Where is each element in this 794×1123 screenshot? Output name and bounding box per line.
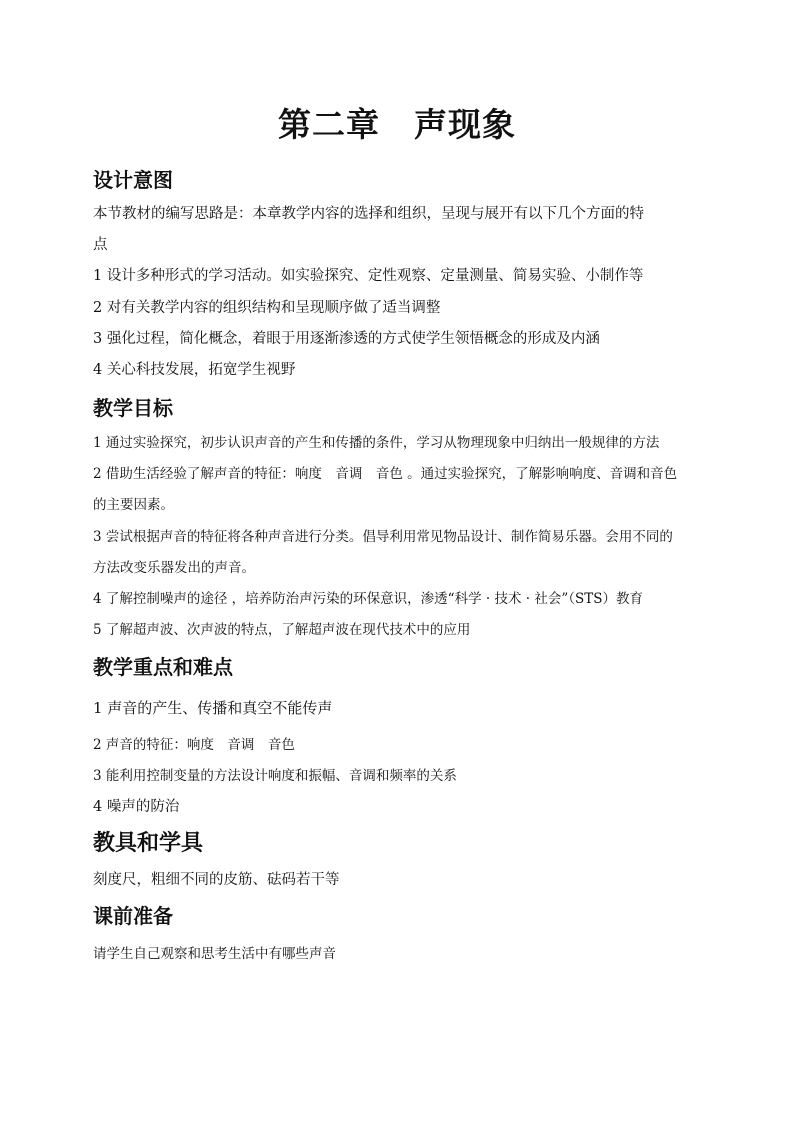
- section-heading-design-intent: 设计意图: [93, 168, 173, 192]
- section-heading-preparation: 课前准备: [93, 904, 173, 928]
- teaching-goals-line-5: 方法改变乐器发出的声音。: [93, 560, 255, 576]
- key-points-line-3: 3 能利用控制变量的方法设计响度和振幅、音调和频率的关系: [93, 768, 457, 784]
- design-intent-line-6: 4 关心科技发展，拓宽学生视野: [93, 362, 296, 378]
- design-intent-line-2: 点: [93, 237, 108, 253]
- chapter-title: 第二章 声现象: [278, 105, 516, 144]
- teaching-goals-line-1: 1 通过实验探究，初步认识声音的产生和传播的条件，学习从物理现象中归纳出一般规律的方法: [93, 435, 660, 451]
- teaching-goals-line-3: 的主要因素。: [93, 497, 174, 513]
- key-points-line-4: 4 噪声的防治: [93, 799, 180, 815]
- design-intent-line-3: 1 设计多种形式的学习活动。如实验探究、定性观察、定量测量、简易实验、小制作等: [93, 268, 644, 284]
- key-points-line-1: 1 声音的产生、传播和真空不能传声: [93, 699, 333, 717]
- design-intent-line-4: 2 对有关教学内容的组织结构和呈现顺序做了适当调整: [93, 300, 441, 316]
- teaching-goals-line-6: 4 了解控制噪声的途径 ，培养防治声污染的环保意识，渗透“科学 · 技术 · 社会”（STS）教育: [93, 591, 643, 607]
- design-intent-line-5: 3 强化过程，简化概念，着眼于用逐渐渗透的方式使学生领悟概念的形成及内涵: [93, 331, 600, 347]
- section-heading-teaching-goals: 教学目标: [93, 396, 173, 420]
- key-points-line-2: 2 声音的特征：响度 音调 音色: [93, 737, 295, 753]
- design-intent-line-1: 本节教材的编写思路是：本章教学内容的选择和组织，呈现与展开有以下几个方面的特: [93, 206, 644, 222]
- section-heading-teaching-tools: 教具和学具: [93, 831, 204, 856]
- teaching-goals-line-7: 5 了解超声波、次声波的特点，了解超声波在现代技术中的应用: [93, 622, 471, 638]
- teaching-tools-line-1: 刻度尺，粗细不同的皮筋、砝码若干等: [93, 872, 340, 888]
- teaching-goals-line-2: 2 借助生活经验了解声音的特征：响度 音调 音色 。通过实验探究，了解影响响度、音调和音色: [93, 466, 678, 482]
- teaching-goals-line-4: 3 尝试根据声音的特征将各种声音进行分类。倡导利用常见物品设计、制作简易乐器。会用不同的: [93, 529, 673, 545]
- section-heading-key-points: 教学重点和难点: [93, 655, 233, 679]
- preparation-line-1: 请学生自己观察和思考生活中有哪些声音: [93, 946, 336, 962]
